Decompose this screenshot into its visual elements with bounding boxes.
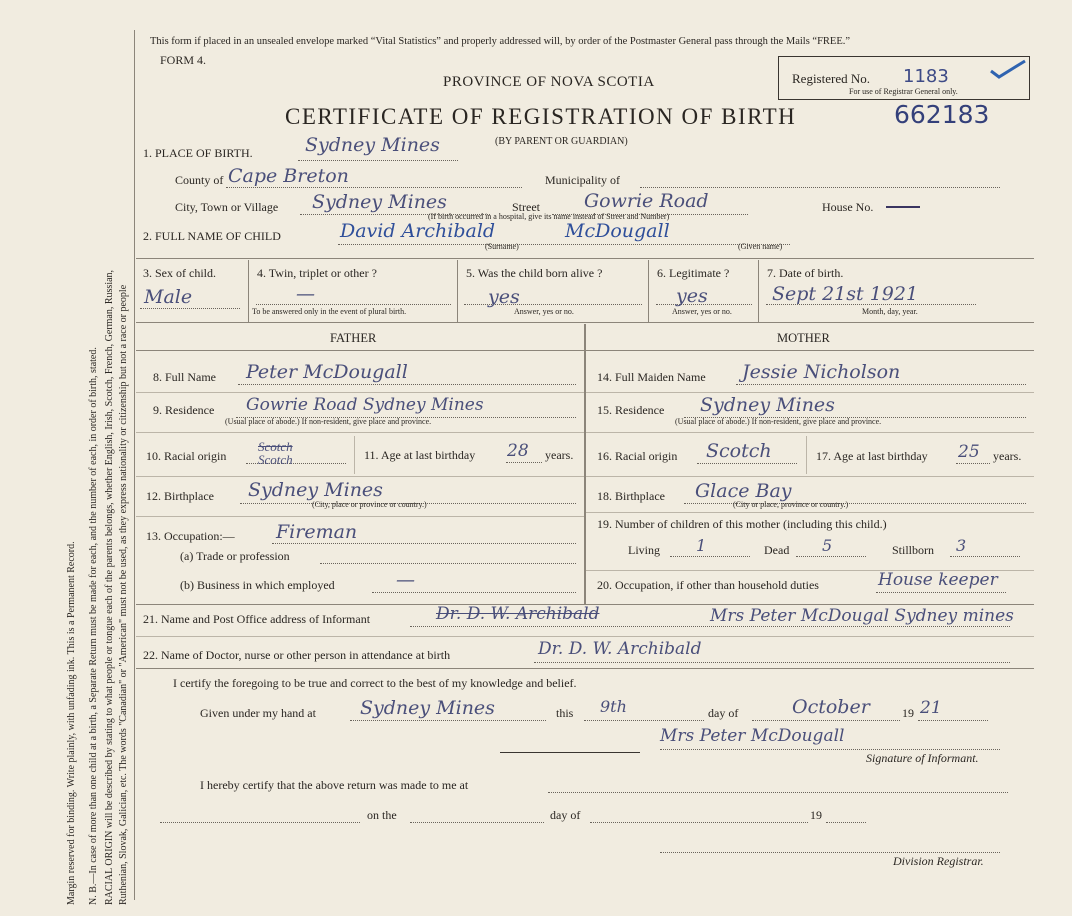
mother-years-label: years. — [993, 449, 1022, 463]
margin-note-racial: RACIAL ORIGIN will be described by stating to what people or tongue each of the parents belongs, whether English, Irish, Scotch, French, German, Russian, — [104, 269, 115, 905]
margin-rule — [134, 30, 135, 900]
doctor-label: 22. Name of Doctor, nurse or other person in attendance at birth — [143, 648, 451, 662]
living-label: Living — [628, 543, 660, 557]
rule-row3-bottom — [136, 322, 1034, 323]
margin-note-nb: N. B.—In case of more than one child at a birth, a Separate Return must be made for each, and the number of each, in order of birth, stated. — [88, 347, 99, 905]
date-of-birth-note: Month, day, year. — [862, 307, 918, 316]
year-prefix: 19 — [902, 706, 914, 720]
informant-value: Mrs Peter McDougal Sydney mines — [710, 606, 1014, 626]
parents-divider — [584, 324, 586, 604]
father-birthplace-value: Sydney Mines — [248, 479, 383, 501]
twin-value: — — [296, 283, 315, 305]
certify-statement: I certify the foregoing to be true and correct to the best of my knowledge and belief. — [173, 676, 577, 690]
given-place-value: Sydney Mines — [360, 697, 495, 719]
father-occupation-value: Fireman — [276, 521, 358, 543]
mother-name-value: Jessie Nicholson — [742, 361, 901, 383]
mother-age-value: 25 — [958, 442, 980, 462]
registrar-use-note: For use of Registrar General only. — [849, 87, 958, 96]
mother-racial-value: Scotch — [706, 440, 772, 462]
street-label: Street — [512, 200, 540, 214]
registrar-day-of-label: day of — [550, 808, 581, 822]
municipality-label: Municipality of — [545, 173, 620, 187]
city-label: City, Town or Village — [175, 200, 279, 214]
date-of-birth-value: Sept 21st 1921 — [772, 283, 919, 305]
mother-residence-value: Sydney Mines — [700, 394, 835, 416]
father-occupation-label: 13. Occupation:— — [146, 529, 235, 543]
father-age-value: 28 — [507, 441, 529, 461]
born-alive-label: 5. Was the child born alive ? — [466, 266, 603, 280]
father-racial-label: 10. Racial origin — [146, 449, 227, 463]
stamp-number: 662183 — [894, 100, 990, 129]
mother-age-label: 17. Age at last birthday — [816, 449, 928, 463]
father-residence-note: (Usual place of abode.) If non-resident, give place and province. — [225, 417, 432, 426]
legitimate-label: 6. Legitimate ? — [657, 266, 730, 280]
this-label: this — [556, 706, 574, 720]
father-residence-label: 9. Residence — [153, 403, 215, 417]
province-heading: PROVINCE OF NOVA SCOTIA — [443, 74, 655, 90]
county-label: County of — [175, 173, 224, 187]
postal-note: This form if placed in an unsealed envelope marked “Vital Statistics” and properly addressed will, by order of the Postmaster General pass through the Mails “FREE.” — [150, 36, 851, 47]
informant-label: 21. Name and Post Office address of Informant — [143, 612, 371, 626]
legitimate-note: Answer, yes or no. — [672, 307, 732, 316]
house-number-label: House No. — [822, 200, 874, 214]
margin-note-racial-2: Ruthenian, Slovak, Galician, etc. The words "Canadian" or "American" must not be used, as they express nationality or citizenship but not a race or people — [118, 284, 129, 905]
division-registrar-label: Division Registrar. — [893, 854, 984, 868]
place-of-birth-value: Sydney Mines — [305, 134, 440, 156]
doctor-value: Dr. D. W. Archibald — [538, 639, 702, 659]
registrar-statement: I hereby certify that the above return was made to me at — [200, 778, 469, 792]
registrar-year-prefix: 19 — [810, 808, 822, 822]
registered-number-box — [778, 56, 1030, 100]
informant-signature: Mrs Peter McDougall — [660, 726, 845, 746]
day-of-label: day of — [708, 706, 739, 720]
given-under-label: Given under my hand at — [200, 706, 316, 720]
business-value: — — [396, 569, 415, 591]
dead-value: 5 — [822, 536, 833, 555]
mother-birthplace-note: (City or place, province or country.) — [733, 500, 849, 509]
mother-occupation-label: 20. Occupation, if other than household duties — [597, 578, 819, 592]
twin-label: 4. Twin, triplet or other ? — [257, 266, 377, 280]
twin-note: To be answered only in the event of plural birth. — [252, 307, 407, 316]
stillborn-value: 3 — [956, 536, 967, 555]
mother-residence-label: 15. Residence — [597, 403, 665, 417]
child-given-name-value: David Archibald — [340, 220, 496, 242]
stillborn-label: Stillborn — [892, 543, 935, 557]
trade-label: (a) Trade or profession — [180, 549, 290, 563]
date-of-birth-label: 7. Date of birth. — [767, 266, 844, 280]
sex-value: Male — [144, 286, 193, 308]
informant-struck-value: Dr. D. W. Archibald — [436, 604, 600, 624]
month-value: October — [792, 696, 870, 718]
day-value: 9th — [600, 697, 627, 716]
children-count-label: 19. Number of children of this mother (including this child.) — [597, 517, 887, 531]
street-value: Gowrie Road — [584, 190, 709, 212]
father-birthplace-note: (City, place or province or country.) — [312, 500, 427, 509]
registered-number: 1183 — [903, 66, 949, 87]
child-name-label: 2. FULL NAME OF CHILD — [143, 229, 281, 243]
mother-racial-label: 16. Racial origin — [597, 449, 678, 463]
father-residence-value: Gowrie Road Sydney Mines — [246, 395, 484, 415]
business-label: (b) Business in which employed — [180, 578, 335, 592]
mother-occupation-value: House keeper — [878, 570, 998, 590]
form-number: FORM 4. — [160, 53, 207, 67]
mother-birthplace-value: Glace Bay — [695, 480, 792, 502]
street-note: (If birth occurred in a hospital, give its name instead of Street and Number) — [428, 212, 670, 221]
legitimate-value: yes — [676, 285, 708, 307]
year-value: 21 — [920, 698, 942, 718]
registered-label: Registered No. — [792, 71, 870, 86]
father-name-label: 8. Full Name — [153, 370, 216, 384]
certificate-title: CERTIFICATE OF REGISTRATION OF BIRTH — [285, 104, 797, 129]
dead-label: Dead — [764, 543, 790, 557]
signature-of-informant-label: Signature of Informant. — [866, 751, 979, 765]
registrar-on-the-label: on the — [367, 808, 397, 822]
city-value: Sydney Mines — [312, 191, 447, 213]
mother-birthplace-label: 18. Birthplace — [597, 489, 665, 503]
margin-note-binding: Margin reserved for binding. Write plainly, with unfading ink. This is a Permanent Record. — [66, 541, 77, 905]
mother-name-label: 14. Full Maiden Name — [597, 370, 706, 384]
father-years-label: years. — [545, 448, 574, 462]
child-surname-value: McDougall — [565, 220, 670, 242]
check-mark-icon — [989, 57, 1029, 79]
surname-note: (Surname) — [485, 242, 519, 251]
father-racial-value: Scotch — [258, 452, 293, 467]
place-of-birth-label: 1. PLACE OF BIRTH. — [143, 146, 253, 160]
born-alive-value: yes — [488, 286, 520, 308]
born-alive-note: Answer, yes or no. — [514, 307, 574, 316]
sex-label: 3. Sex of child. — [143, 266, 216, 280]
certificate-subtitle: (BY PARENT OR GUARDIAN) — [495, 136, 628, 147]
father-name-value: Peter McDougall — [246, 361, 408, 383]
county-value: Cape Breton — [228, 165, 349, 187]
given-name-note: (Given name) — [738, 242, 783, 251]
mother-residence-note: (Usual place of abode.) If non-resident, give place and province. — [675, 417, 882, 426]
father-birthplace-label: 12. Birthplace — [146, 489, 214, 503]
rule-row3-top — [136, 258, 1034, 259]
living-value: 1 — [696, 536, 707, 555]
father-racial-struck: Scotch — [258, 439, 293, 454]
mother-heading: MOTHER — [777, 331, 830, 345]
father-heading: FATHER — [330, 331, 377, 345]
father-age-label: 11. Age at last birthday — [364, 448, 476, 462]
